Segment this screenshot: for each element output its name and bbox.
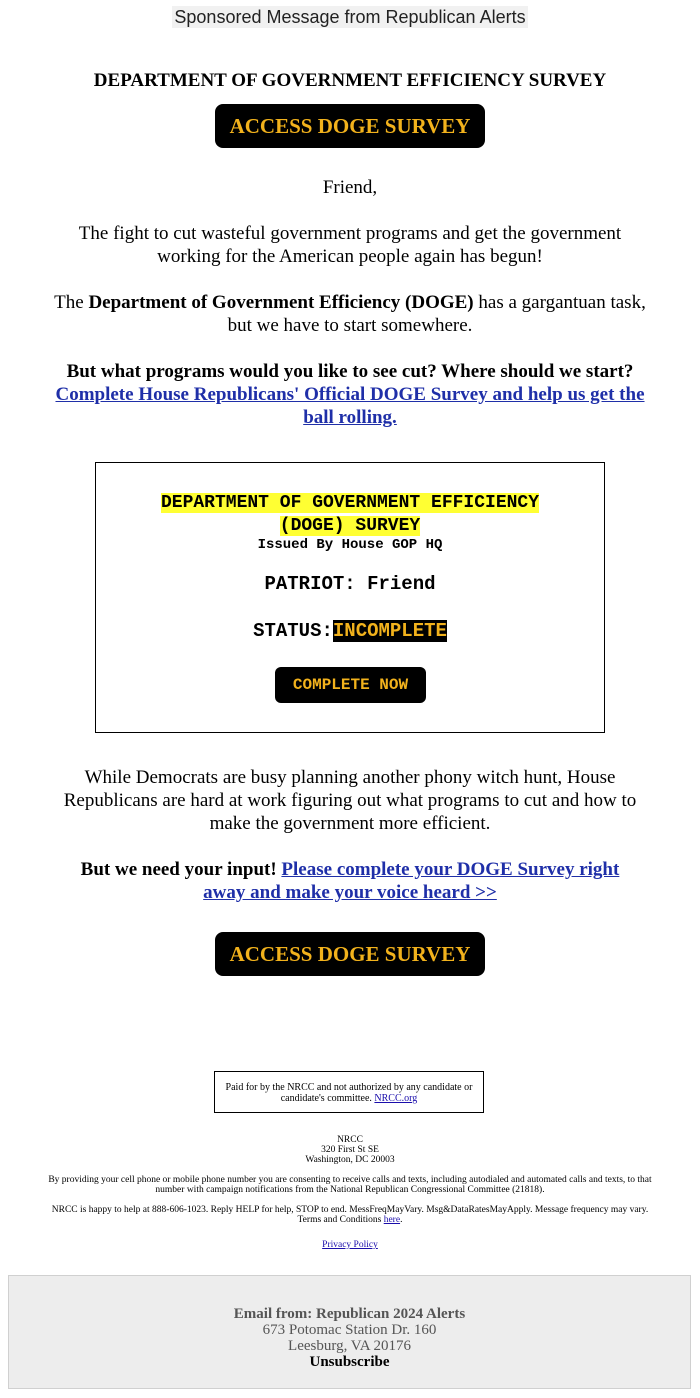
status-row (96, 620, 604, 642)
survey-card (95, 462, 605, 733)
status-label: STATUS: (253, 620, 333, 642)
consent-text: By providing your cell phone or mobile phone number you are consenting to receive calls and texts, including autodialed and automated calls and texts, to that number with campaign notifications from the National Republican Congressional Committee (21818). (48, 1175, 652, 1195)
address-city: Washington, DC 20003 (305, 1155, 395, 1165)
patriot-name: Friend (367, 573, 436, 595)
patriot-row (96, 573, 604, 595)
survey-link-2[interactable]: Please complete your DOGE Survey right away and make your voice heard >> (203, 859, 620, 903)
question-paragraph (50, 360, 650, 429)
survey-issued-by: Issued By House GOP HQ (257, 537, 443, 553)
sponsored-banner (0, 7, 700, 28)
status-badge: INCOMPLETE (332, 620, 447, 642)
paid-for-disclaimer (214, 1071, 484, 1113)
unsubscribe-link[interactable]: Unsubscribe (309, 1354, 390, 1370)
survey-title (96, 492, 604, 538)
greeting: Friend, (322, 177, 378, 198)
privacy-row (40, 1240, 660, 1250)
survey-title-line1: DEPARTMENT OF GOVERNMENT EFFICIENCY (160, 493, 540, 513)
help-end: . (400, 1215, 403, 1225)
survey-title-line2: (DOGE) SURVEY (279, 516, 421, 536)
footer-email-from: Email from: Republican 2024 Alerts (233, 1306, 466, 1322)
address-street: 320 First St SE (321, 1145, 379, 1155)
privacy-policy-link[interactable]: Privacy Policy (322, 1240, 378, 1250)
question-text: But what programs would you like to see cut? Where should we start? (66, 361, 634, 382)
doge-name: Department of Government Efficiency (DOGE) (88, 292, 474, 313)
terms-link[interactable]: here (383, 1215, 401, 1225)
input-text: But we need your input! (80, 859, 277, 880)
nrcc-address (40, 1135, 660, 1165)
complete-now-button[interactable]: COMPLETE NOW (275, 667, 426, 703)
headline: DEPARTMENT OF GOVERNMENT EFFICIENCY SURVEY (93, 70, 607, 91)
doge-prefix: The (54, 292, 89, 313)
democrats-paragraph: While Democrats are busy planning another phony witch hunt, House Republicans are hard at work figuring out what programs to cut and how to make the government more efficient. (63, 767, 637, 834)
help-text (40, 1205, 660, 1225)
footer-address-line1: 673 Potomac Station Dr. 160 (262, 1322, 437, 1338)
help-body: NRCC is happy to help at 888-606-1023. Reply HELP for help, STOP to end. MessFreqMayVary. Msg&DataRatesMayApply. Message frequency may vary. Terms and Conditions (51, 1205, 649, 1225)
address-name: NRCC (337, 1135, 363, 1145)
doge-paragraph (50, 291, 650, 337)
footer (8, 1275, 691, 1389)
intro-paragraph: The fight to cut wasteful government programs and get the government working for the American people again has begun! (78, 223, 622, 267)
input-paragraph (60, 858, 640, 904)
patriot-label: PATRIOT: (264, 573, 356, 595)
footer-address-line2: Leesburg, VA 20176 (288, 1338, 411, 1354)
doge-suffix: has a gargantuan task, but we have to start somewhere. (227, 292, 646, 336)
access-survey-button-bottom[interactable]: ACCESS DOGE SURVEY (215, 932, 485, 976)
paid-for-text: Paid for by the NRCC and not authorized by any candidate or candidate's committee. (225, 1082, 473, 1104)
nrcc-link[interactable]: NRCC.org (374, 1093, 418, 1104)
access-survey-button-top[interactable]: ACCESS DOGE SURVEY (215, 104, 485, 148)
sponsored-text: Sponsored Message from Republican Alerts (174, 7, 526, 27)
survey-link-1[interactable]: Complete House Republicans' Official DOGE Survey and help us get the ball rolling. (55, 384, 645, 428)
